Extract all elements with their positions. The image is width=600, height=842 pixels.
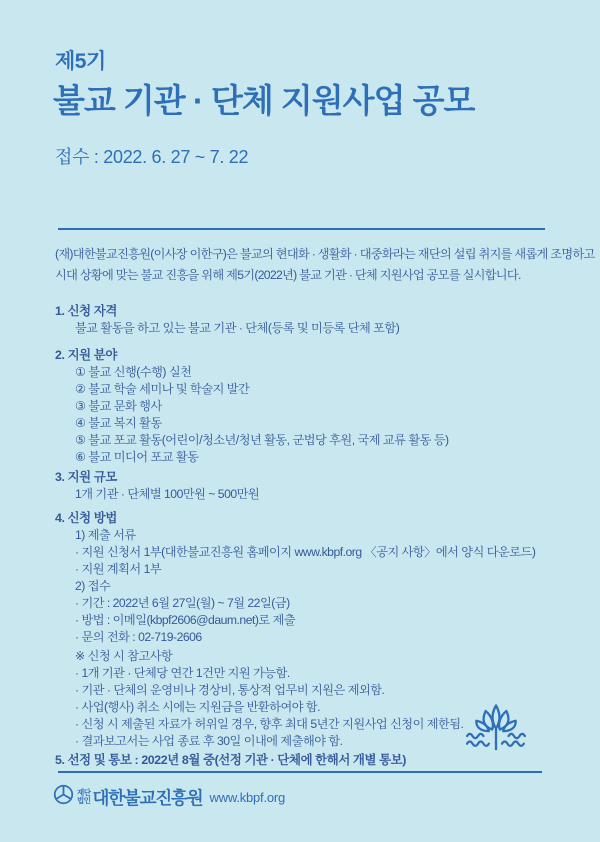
section-item: · 문의 전화 : 02-719-2606 — [75, 630, 202, 644]
section-heading: 1. 신청 자격 — [55, 304, 117, 318]
note-item: · 사업(행사) 취소 시에는 지원금을 반환하여야 함. — [75, 700, 321, 714]
section-item: · 지원 계획서 1부 — [75, 562, 162, 576]
lotus-on-water-icon — [466, 702, 526, 762]
section-item: ① 불교 신행(수행) 실천 — [75, 365, 192, 379]
section-heading: 2. 지원 분야 — [55, 348, 117, 362]
poster-title: 불교 기관 · 단체 지원사업 공모 — [53, 82, 475, 119]
section-heading: 5. 선정 및 통보 : 2022년 8월 중(선정 기관 · 단체에 한해서 개별 통보) — [55, 753, 406, 767]
section-heading: 3. 지원 규모 — [55, 470, 117, 484]
section-item: · 기간 : 2022년 6월 27일(월) ~ 7월 22일(금) — [75, 596, 290, 610]
section-support-fields — [55, 347, 545, 466]
section-item: · 방법 : 이메일(kbpf2606@daum.net)로 제출 — [75, 613, 296, 627]
section-item: ⑥ 불교 미디어 포교 활동 — [75, 450, 199, 464]
kbpf-foundation-logo-icon — [53, 784, 74, 810]
top-divider — [58, 228, 545, 230]
note-item: · 기관 · 단체의 운영비나 경상비, 통상적 업무비 지원은 제외함. — [75, 683, 385, 697]
org-type-line: 법인 — [77, 796, 91, 805]
section-item: 1개 기관 · 단체별 100만원 ~ 500만원 — [75, 487, 260, 501]
section-item: 불교 활동을 하고 있는 불교 기관 · 단체(등록 및 미등록 단체 포함) — [75, 321, 400, 335]
org-name: 대한불교진흥원 — [92, 787, 203, 808]
section-eligibility — [55, 303, 545, 337]
org-type-label — [77, 789, 91, 805]
section-item: ⑤ 불교 포교 활동(어린이/청소년/청년 활동, 군법당 후원, 국제 교류 활동 등) — [75, 433, 449, 447]
section-item: 1) 제출 서류 — [75, 528, 136, 542]
bottom-divider — [58, 771, 542, 773]
section-item: ② 불교 학술 세미나 및 학술지 발간 — [75, 382, 250, 396]
section-heading: 4. 신청 방법 — [55, 511, 117, 525]
org-website: www.kbpf.org — [209, 789, 286, 805]
intro-paragraph — [55, 244, 595, 286]
notes-heading: ※ 신청 시 참고사항 — [75, 649, 173, 663]
note-item: · 결과보고서는 사업 종료 후 30일 이내에 제출해야 함. — [75, 734, 343, 748]
application-period: 접수 : 2022. 6. 27 ~ 7. 22 — [55, 147, 249, 167]
note-item: · 1개 기관 · 단체당 연간 1건만 지원 가능함. — [75, 666, 290, 680]
section-item: 2) 접수 — [75, 579, 111, 593]
intro-line: 시대 상황에 맞는 불교 진흥을 위해 제5기(2022년) 불교 기관 · 단체 지원사업 공모를 실시합니다. — [55, 268, 521, 282]
section-item: ③ 불교 문화 행사 — [75, 399, 162, 413]
section-item: ④ 불교 복지 활동 — [75, 416, 162, 430]
section-item: · 지원 신청서 1부(대한불교진흥원 홈페이지 www.kbpf.org 〈공지 사항〉에서 양식 다운로드) — [75, 545, 536, 559]
note-item: · 신청 시 제출된 자료가 허위일 경우, 향후 최대 5년간 지원사업 신청이 제한됨. — [75, 717, 464, 731]
edition-label: 제5기 — [55, 50, 106, 73]
section-support-amount — [55, 469, 545, 503]
org-type-line: 재단 — [77, 788, 91, 797]
footer — [53, 784, 285, 810]
intro-line: (재)대한불교진흥원(이사장 이한구)은 불교의 현대화 · 생활화 · 대중화라는 재단의 설립 취지를 새롭게 조명하고 — [55, 247, 595, 261]
